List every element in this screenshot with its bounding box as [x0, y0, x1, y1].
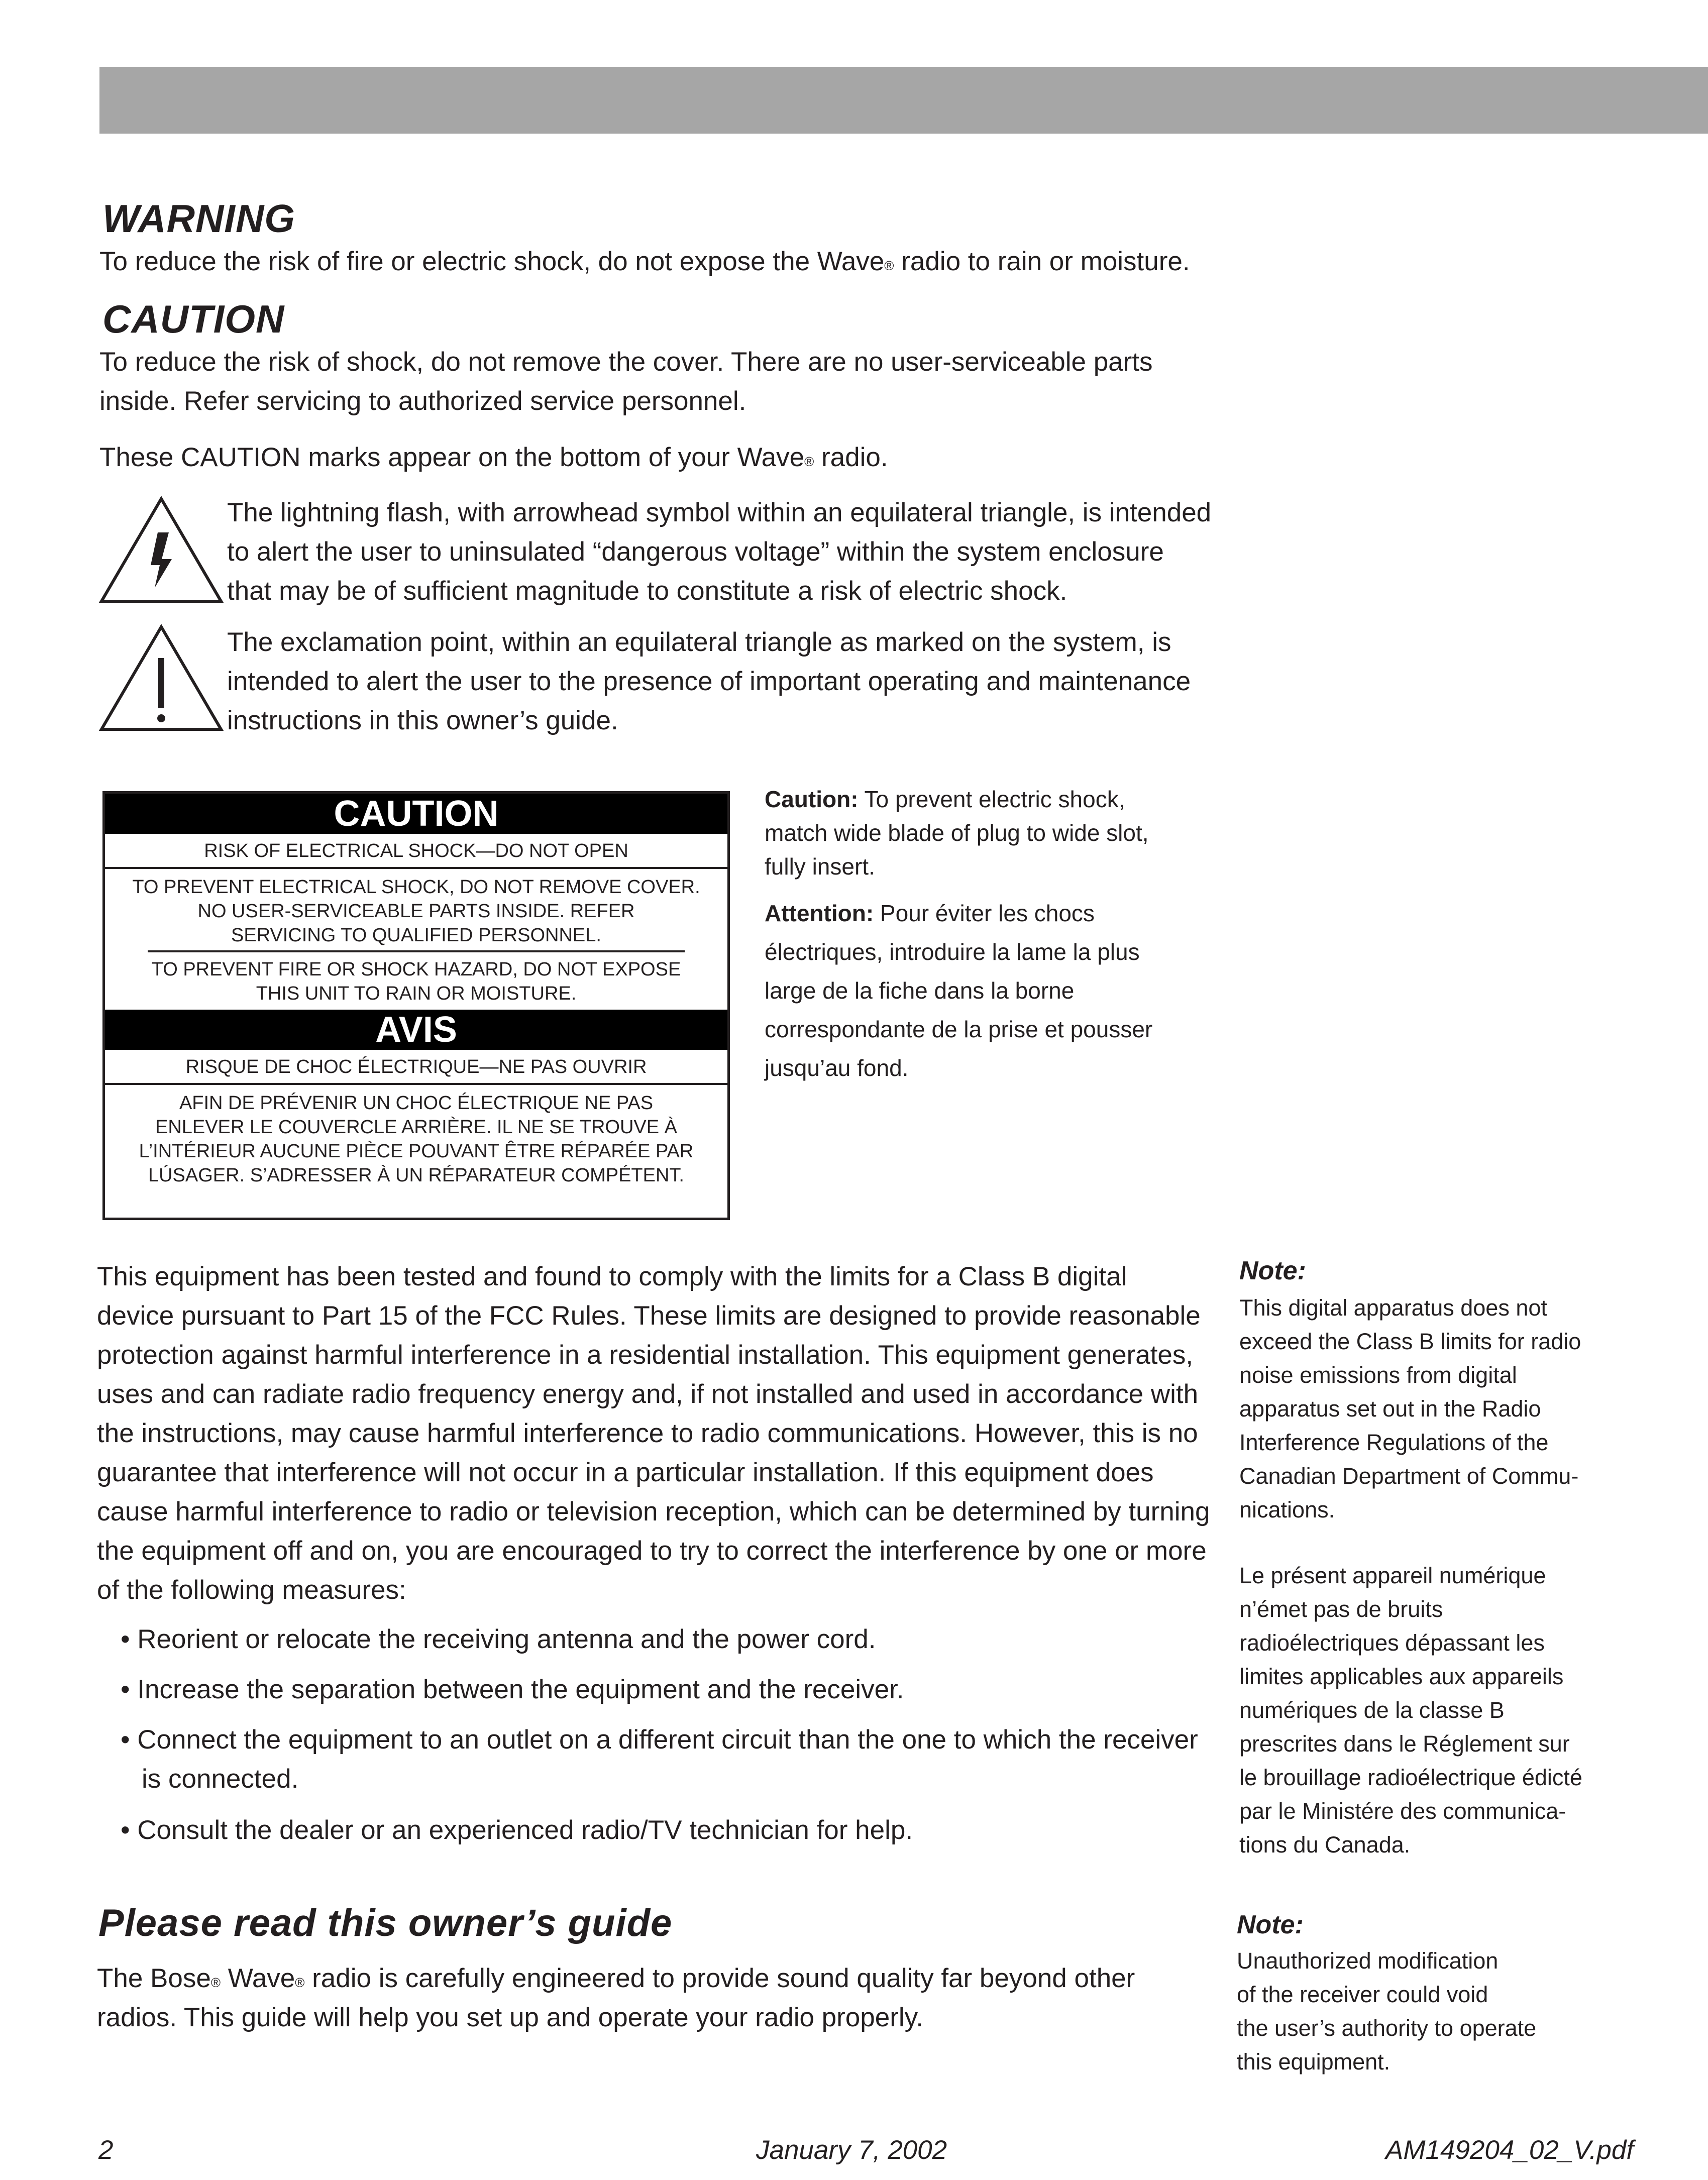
bullet-item: • Connect the equipment to an outlet on a different circuit than the one to which the receiver is connected.: [121, 1725, 1198, 1794]
guide-heading: Please read this owner’s guide: [98, 1902, 673, 1944]
plug-attention-text: Attention: Pour éviter les chocs électriques, introduire la lame la plus large de la fiche dans la borne correspondante de la prise et pousser jusqu’au fond.: [765, 900, 1153, 1081]
caution-label-box: [102, 791, 730, 1220]
label-avis-risk: RISQUE DE CHOC ÉLECTRIQUE—NE PAS OUVRIR: [105, 1050, 727, 1085]
fcc-paragraph: This equipment has been tested and found to comply with the limits for a Class B digital device pursuant to Part 15 of the FCC Rules. These limits are designed to provide reasonable protection against harmful interference in a residential installation. This equipment generates, uses and can radiate radio frequency energy and, if not installed and used in accordance with the instructions, may cause harmful interference to radio communications. However, this is no guarantee that interference will not occur in a particular installation. If this equipment does cause harmful interference to radio or television reception, which can be determined by turning the equipment off and on, you are encouraged to try to correct the interference by one or more of the following measures:: [97, 1262, 1210, 1605]
label-avis-title: AVIS: [105, 1010, 727, 1050]
note-heading: Note:: [1237, 1910, 1304, 1939]
exclamation-description: The exclamation point, within an equilateral triangle as marked on the system, is intended to alert the user to the presence of important operating and maintenance instructions in this owner’s guide.: [227, 627, 1191, 735]
label-caution-fire: TO PREVENT FIRE OR SHOCK HAZARD, DO NOT EXPOSE THIS UNIT TO RAIN OR MOISTURE.: [151, 959, 681, 1004]
caution-marks-text: These CAUTION marks appear on the bottom of your Wave® radio.: [99, 443, 888, 472]
bullet-item: • Consult the dealer or an experienced radio/TV technician for help.: [121, 1815, 913, 1845]
bullet-item: • Reorient or relocate the receiving antenna and the power cord.: [121, 1624, 876, 1654]
exclamation-triangle-icon: [98, 623, 224, 733]
bullet-item: • Increase the separation between the equipment and the receiver.: [121, 1675, 904, 1704]
guide-text: The Bose® Wave® radio is carefully engineered to provide sound quality far beyond other radios. This guide will help you set up and operate your radio properly.: [97, 1964, 1135, 2032]
note-modification: Unauthorized modification of the receiver could void the user’s authority to operate this equipment.: [1237, 1948, 1537, 2075]
label-caution-title: CAUTION: [105, 794, 727, 834]
footer-date: January 7, 2002: [756, 2135, 947, 2165]
note-canada-en: This digital apparatus does not exceed the Class B limits for radio noise emissions from digital apparatus set out in the Radio Interference Regulations of the Canadian Department of Commu- nications.: [1239, 1295, 1581, 1522]
page-number: 2: [98, 2135, 114, 2165]
label-avis-text: AFIN DE PRÉVENIR UN CHOC ÉLECTRIQUE NE PAS ENLEVER LE COUVERCLE ARRIÈRE. IL NE SE TROUVE À L’INTÉRIEUR AUCUNE PIÈCE POUVANT ÊTRE RÉPARÉE PAR LÚSAGER. S’ADRESSER À UN RÉPARATEUR COMPÉTENT.: [139, 1093, 694, 1186]
plug-caution-text: Caution: To prevent electric shock, match wide blade of plug to wide slot, fully insert.: [765, 786, 1149, 880]
note-canada-fr: Le présent appareil numérique n’émet pas de bruits radioélectriques dépassant les limites applicables aux appareils numériques de la classe B prescrites dans le Réglement sur le brouillage radioélectrique édicté par le Ministére des communica- tions du Canada.: [1239, 1563, 1582, 1858]
header-bar: [99, 67, 1708, 134]
label-caution-risk: RISK OF ELECTRICAL SHOCK—DO NOT OPEN: [105, 834, 727, 869]
warning-text: To reduce the risk of fire or electric shock, do not expose the Wave® radio to rain or moisture.: [99, 247, 1190, 276]
label-caution-cover: TO PREVENT ELECTRICAL SHOCK, DO NOT REMOVE COVER. NO USER-SERVICEABLE PARTS INSIDE. REFER SERVICING TO QUALIFIED PERSONNEL.: [132, 877, 700, 946]
warning-heading: WARNING: [102, 196, 295, 241]
caution-text: To reduce the risk of shock, do not remove the cover. There are no user-serviceable parts inside. Refer servicing to authorized service personnel.: [99, 347, 1153, 416]
lightning-triangle-icon: [98, 495, 224, 605]
note-heading: Note:: [1239, 1256, 1306, 1285]
caution-heading: CAUTION: [102, 297, 285, 341]
lightning-description: The lightning flash, with arrowhead symbol within an equilateral triangle, is intended to alert the user to uninsulated “dangerous voltage” within the system enclosure that may be of sufficient magnitude to constitute a risk of electric shock.: [227, 498, 1212, 606]
footer-filename: AM149204_02_V.pdf: [1385, 2135, 1634, 2165]
